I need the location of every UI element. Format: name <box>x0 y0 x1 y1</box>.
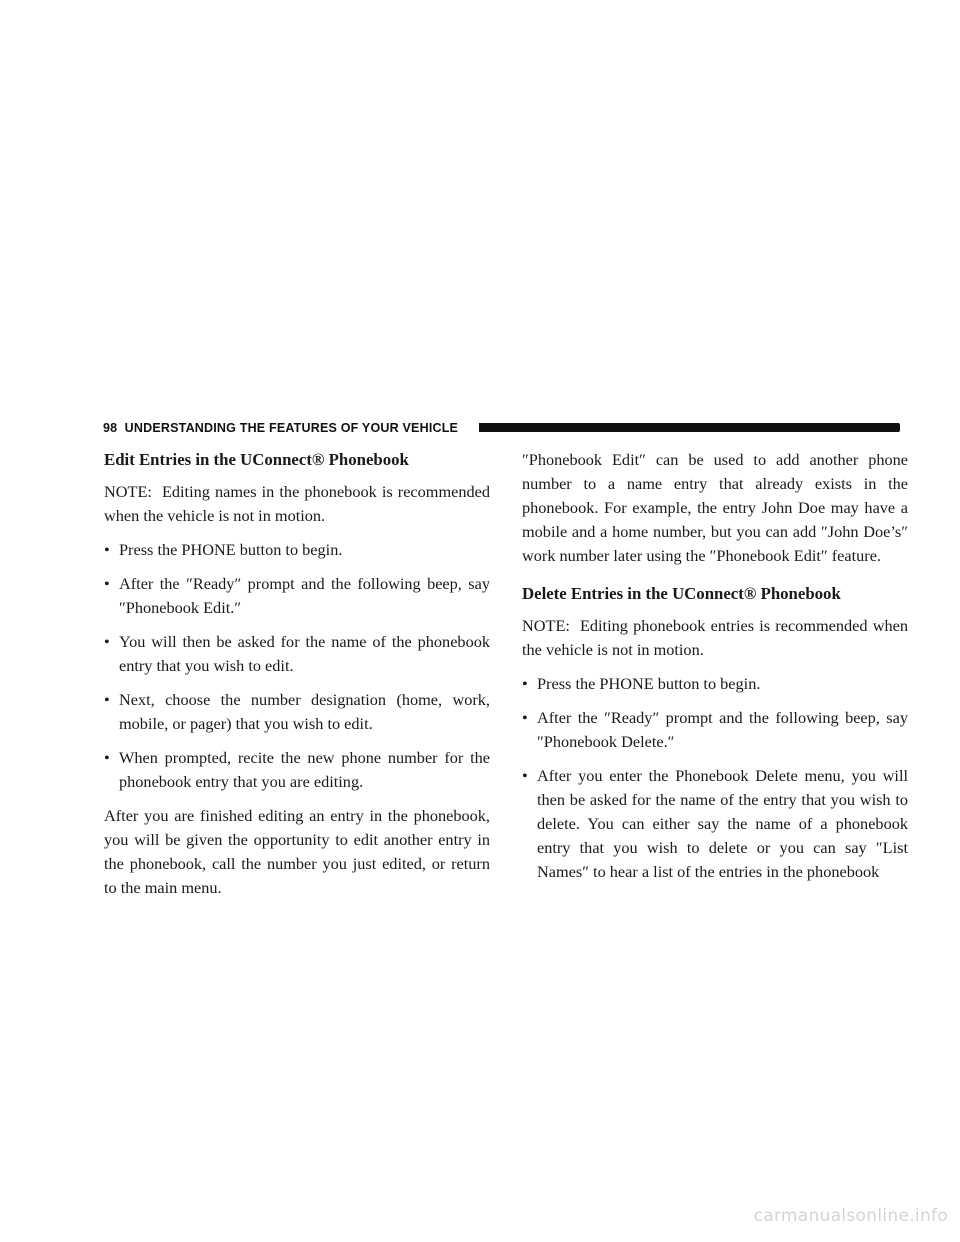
header-text <box>103 421 458 435</box>
left-column <box>104 448 490 910</box>
list-item-text: Next, choose the number designation (home, work, mobile, or pager) that you wish to edit. <box>119 690 490 733</box>
list-item <box>522 706 908 754</box>
edit-entries-heading: Edit Entries in the UConnect® Phonebook <box>104 450 409 469</box>
bullet-icon: • <box>104 690 110 709</box>
note-label: NOTE: <box>522 616 570 635</box>
list-item-text: Press the PHONE button to begin. <box>537 674 761 693</box>
bullet-icon: • <box>104 632 110 651</box>
list-item <box>104 688 490 736</box>
bullet-icon: • <box>104 748 110 767</box>
right-intro-paragraph: ″Phonebook Edit″ can be used to add another phone number to a name entry that already exists in the phonebook. For example, the entry John Doe may have a mobile and a home number, but you can add ″John Doe’s″ work number later using the ″Phonebook Edit″ feature. <box>522 450 908 565</box>
list-item <box>104 746 490 794</box>
list-item-text: You will then be asked for the name of the phonebook entry that you wish to edit. <box>119 632 490 675</box>
header-rule <box>479 423 900 432</box>
bullet-icon: • <box>522 708 528 727</box>
left-closing-paragraph: After you are finished editing an entry in the phonebook, you will be given the opportunity to edit another entry in the phonebook, call the number you just edited, or return to the main menu. <box>104 806 490 897</box>
page-header <box>103 420 900 440</box>
list-item <box>104 538 490 562</box>
delete-steps-list <box>522 672 908 884</box>
bullet-icon: • <box>522 674 528 693</box>
note-text: Editing names in the phonebook is recommended when the vehicle is not in motion. <box>104 482 490 525</box>
list-item-text: After the ″Ready″ prompt and the following beep, say ″Phonebook Edit.″ <box>119 574 490 617</box>
left-note <box>104 480 490 528</box>
edit-steps-list <box>104 538 490 794</box>
list-item <box>104 572 490 620</box>
list-item <box>104 630 490 678</box>
note-label: NOTE: <box>104 482 152 501</box>
list-item-text: After you enter the Phonebook Delete menu, you will then be asked for the name of the entry that you wish to delete. You can either say the name of a phonebook entry that you wish to delete or you can say ″List Names″ to hear a list of the entries in the phonebook <box>537 766 908 881</box>
note-text: Editing phonebook entries is recommended when the vehicle is not in motion. <box>522 616 908 659</box>
page-number: 98 <box>103 421 118 435</box>
watermark-link[interactable]: carmanualsonline.info <box>753 1206 948 1226</box>
list-item-text: When prompted, recite the new phone number for the phonebook entry that you are editing. <box>119 748 490 791</box>
bullet-icon: • <box>522 766 528 785</box>
delete-entries-heading: Delete Entries in the UConnect® Phonebook <box>522 584 841 603</box>
list-item-text: After the ″Ready″ prompt and the following beep, say ″Phonebook Delete.″ <box>537 708 908 751</box>
list-item <box>522 764 908 884</box>
list-item <box>522 672 908 696</box>
bullet-icon: • <box>104 574 110 593</box>
right-column <box>522 448 908 894</box>
bullet-icon: • <box>104 540 110 559</box>
list-item-text: Press the PHONE button to begin. <box>119 540 343 559</box>
section-title: UNDERSTANDING THE FEATURES OF YOUR VEHICLE <box>124 421 459 435</box>
right-note <box>522 614 908 662</box>
